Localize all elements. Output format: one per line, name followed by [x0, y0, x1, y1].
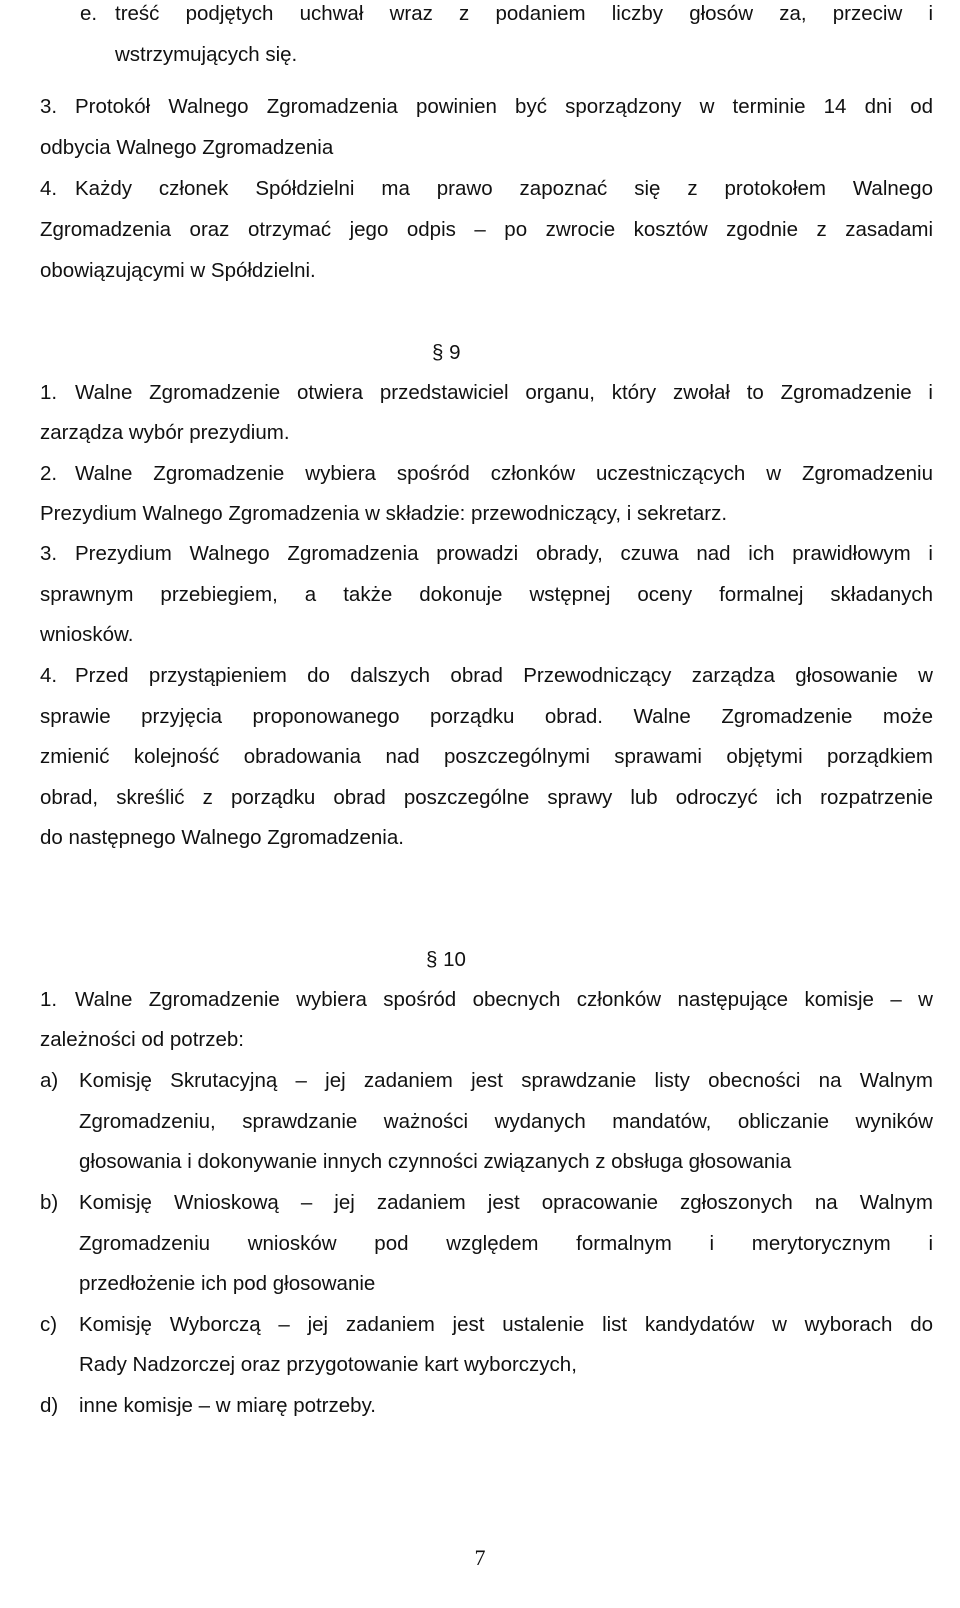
paragraph-line: Protokół Walnego Zgromadzenia powinien być sporządzony w terminie 14 dni od	[75, 95, 933, 118]
paragraph-line: odbycia Walnego Zgromadzenia	[40, 136, 334, 159]
paragraph-line: Zgromadzeniu wniosków pod względem formalnym i merytorycznym i	[79, 1232, 933, 1255]
paragraph-line: Walne Zgromadzenie otwiera przedstawiciel organu, który zwołał to Zgromadzenie i	[75, 381, 933, 404]
paragraph-line: Zgromadzenia oraz otrzymać jego odpis – po zwrocie kosztów zgodnie z zasadami	[40, 218, 933, 241]
paragraph-line: wstrzymujących się.	[115, 43, 298, 66]
list-marker: e.	[80, 2, 98, 25]
list-marker: 1.	[40, 988, 58, 1011]
list-marker: d)	[40, 1394, 59, 1417]
paragraph-line: zmienić kolejność obradowania nad poszczególnymi sprawami objętymi porządkiem	[40, 745, 933, 768]
paragraph-line: Walne Zgromadzenie wybiera spośród obecnych członków następujące komisje – w	[75, 988, 933, 1011]
paragraph-line: wniosków.	[40, 623, 134, 646]
paragraph-line: zależności od potrzeb:	[40, 1028, 244, 1051]
list-marker: b)	[40, 1191, 59, 1214]
paragraph-line: Każdy członek Spółdzielni ma prawo zapoznać się z protokołem Walnego	[75, 177, 933, 200]
page-number: 7	[474, 1545, 486, 1570]
paragraph-line: sprawie przyjęcia proponowanego porządku obrad. Walne Zgromadzenie może	[40, 705, 933, 728]
paragraph-line: obowiązującymi w Spółdzielni.	[40, 259, 316, 282]
paragraph-line: Prezydium Walnego Zgromadzenia prowadzi obrady, czuwa nad ich prawidłowym i	[75, 542, 933, 565]
paragraph-line: Zgromadzeniu, sprawdzanie ważności wydanych mandatów, obliczanie wyników	[79, 1110, 933, 1133]
paragraph-line: do następnego Walnego Zgromadzenia.	[40, 826, 404, 849]
paragraph-line: przedłożenie ich pod głosowanie	[79, 1272, 376, 1295]
paragraph-line: treść podjętych uchwał wraz z podaniem liczby głosów za, przeciw i	[115, 2, 933, 25]
paragraph-line: Komisję Wyborczą – jej zadaniem jest ustalenie list kandydatów w wyborach do	[79, 1313, 933, 1336]
list-marker: 1.	[40, 381, 58, 404]
section-heading: § 9	[432, 341, 461, 364]
paragraph-line: inne komisje – w miarę potrzeby.	[79, 1394, 376, 1417]
paragraph-line: zarządza wybór prezydium.	[40, 421, 290, 444]
paragraph-line: obrad, skreślić z porządku obrad poszczególne sprawy lub odroczyć ich rozpatrzenie	[40, 786, 933, 809]
section-heading: § 10	[426, 948, 466, 971]
list-marker: c)	[40, 1313, 58, 1336]
paragraph-line: sprawnym przebiegiem, a także dokonuje wstępnej oceny formalnej składanych	[40, 583, 933, 606]
list-marker: 4.	[40, 177, 58, 200]
list-marker: a)	[40, 1069, 59, 1092]
list-marker: 3.	[40, 542, 58, 565]
paragraph-line: Komisję Wnioskową – jej zadaniem jest opracowanie zgłoszonych na Walnym	[79, 1191, 933, 1214]
paragraph-line: Prezydium Walnego Zgromadzenia w składzie: przewodniczący, i sekretarz.	[40, 502, 728, 525]
paragraph-line: głosowania i dokonywanie innych czynności związanych z obsługa głosowania	[79, 1150, 792, 1173]
list-marker: 3.	[40, 95, 58, 118]
paragraph-line: Komisję Skrutacyjną – jej zadaniem jest sprawdzanie listy obecności na Walnym	[79, 1069, 933, 1092]
list-marker: 2.	[40, 462, 58, 485]
paragraph-line: Przed przystąpieniem do dalszych obrad Przewodniczący zarządza głosowanie w	[75, 664, 933, 687]
paragraph-line: Walne Zgromadzenie wybiera spośród członków uczestniczących w Zgromadzeniu	[75, 462, 933, 485]
list-marker: 4.	[40, 664, 58, 687]
paragraph-line: Rady Nadzorczej oraz przygotowanie kart wyborczych,	[79, 1353, 577, 1376]
